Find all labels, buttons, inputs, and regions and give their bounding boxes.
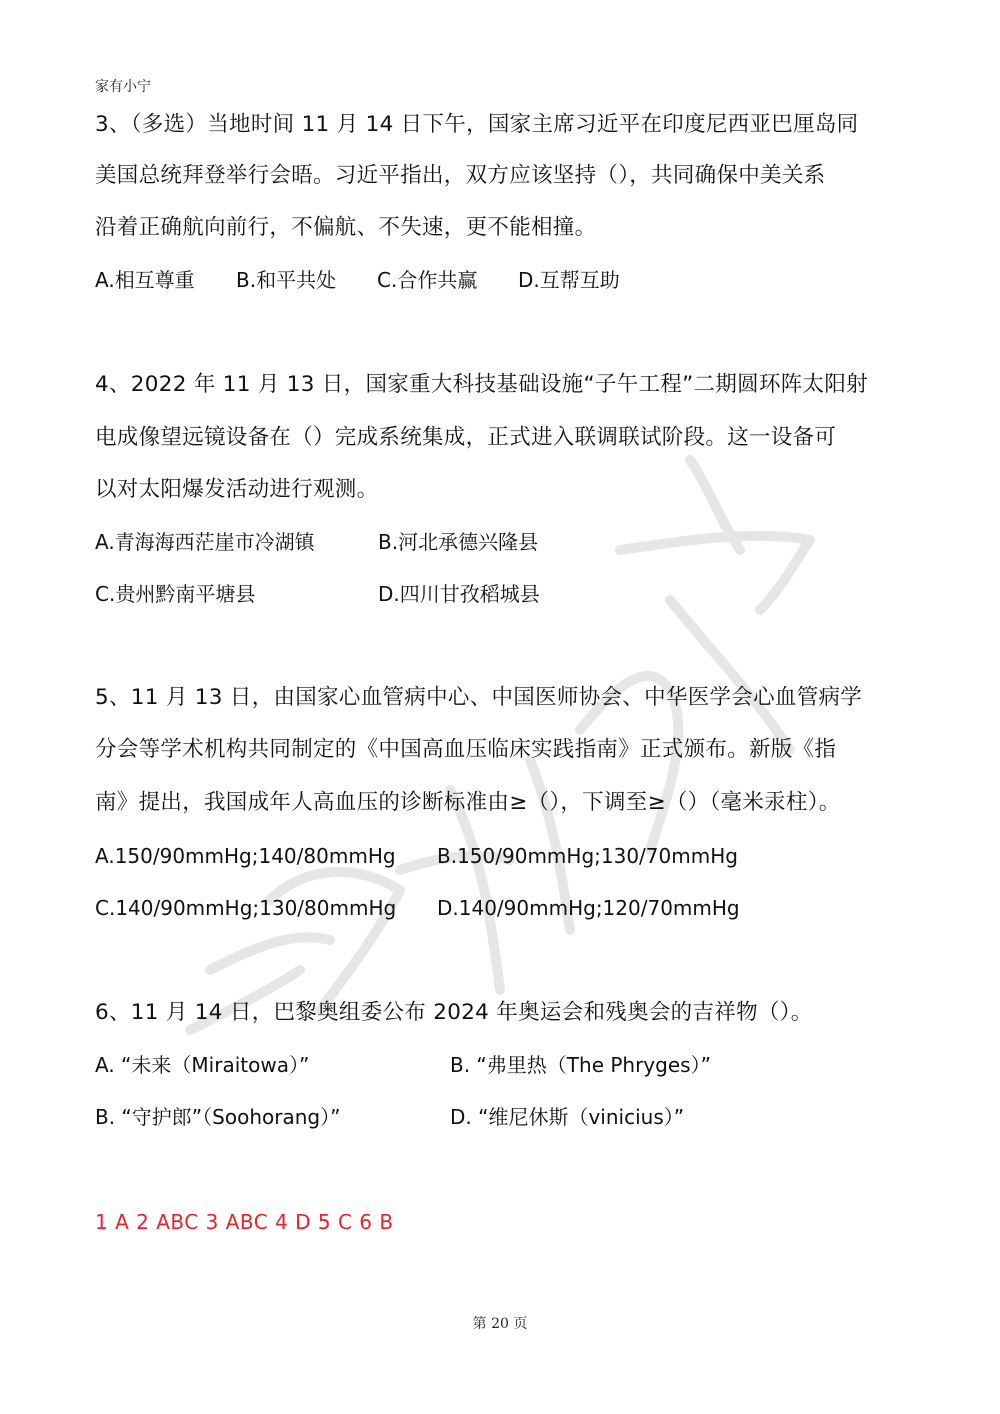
question-4-option-c: C.贵州黔南平塘县	[95, 582, 256, 606]
question-5-option-b: B.150/90mmHg;130/70mmHg	[437, 844, 738, 868]
answer-key: 1 A 2 ABC 3 ABC 4 D 5 C 6 B	[95, 1210, 394, 1234]
question-5-option-c: C.140/90mmHg;130/80mmHg	[95, 896, 397, 920]
question-3-line-1: 3、（多选）当地时间 11 月 14 日下午，国家主席习近平在印度尼西亚巴厘岛同	[95, 112, 859, 137]
page-number: 第 20 页	[472, 1316, 528, 1332]
question-4-option-a: A.青海海西茫崖市冷湖镇	[95, 530, 315, 554]
question-5-line-1: 5、11 月 13 日，由国家心血管病中心、中国医师协会、中华医学会心血管病学	[95, 685, 863, 710]
question-5-option-d: D.140/90mmHg;120/70mmHg	[437, 896, 740, 920]
question-4-line-1: 4、2022 年 11 月 13 日，国家重大科技基础设施“子午工程”二期圆环阵太阳射	[95, 372, 868, 397]
question-3-option-a: A.相互尊重	[95, 268, 195, 292]
question-6-option-d: D. “维尼休斯（vinicius）”	[450, 1105, 685, 1129]
question-5-option-a: A.150/90mmHg;140/80mmHg	[95, 844, 396, 868]
question-3-option-d: D.互帮互助	[518, 268, 620, 292]
question-6-option-c: B. “守护郎”（Soohorang）”	[95, 1105, 341, 1129]
question-6-line-1: 6、11 月 14 日，巴黎奥组委公布 2024 年奥运会和残奥会的吉祥物（）。	[95, 1000, 813, 1025]
question-6-option-a: A. “未来（Miraitowa）”	[95, 1053, 310, 1077]
page-header: 家有小宁	[95, 79, 151, 95]
question-6-option-b: B. “弗里热（The Phryges）”	[450, 1053, 711, 1077]
question-4-line-3: 以对太阳爆发活动进行观测。	[95, 477, 379, 502]
question-4-option-b: B.河北承德兴隆县	[378, 530, 539, 554]
question-4-line-2: 电成像望远镜设备在（）完成系统集成，正式进入联调联试阶段。这一设备可	[95, 425, 837, 450]
question-4-option-d: D.四川甘孜稻城县	[378, 582, 540, 606]
question-5-line-2: 分会等学术机构共同制定的《中国高血压临床实践指南》正式颁布。新版《指	[95, 737, 837, 762]
question-3-line-3: 沿着正确航向前行，不偏航、不失速，更不能相撞。	[95, 215, 597, 240]
question-3-line-2: 美国总统拜登举行会晤。习近平指出，双方应该坚持（），共同确保中美关系	[95, 163, 826, 188]
question-5-line-3: 南》提出，我国成年人高血压的诊断标准由≥（），下调至≥（）（毫米汞柱）。	[95, 790, 841, 815]
question-3-option-c: C.合作共赢	[377, 268, 478, 292]
question-3-option-b: B.和平共处	[236, 268, 337, 292]
